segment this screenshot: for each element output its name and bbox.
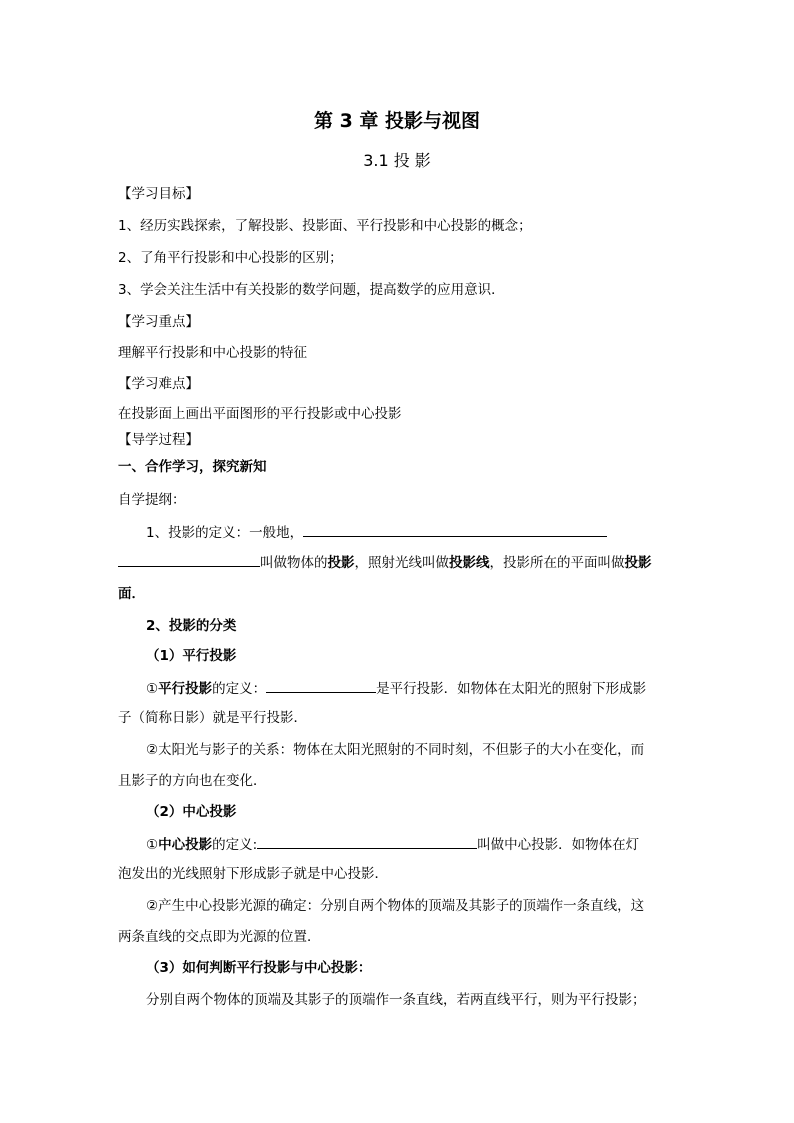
central-def-after: 叫做中心投影．如物体在灯 (477, 837, 640, 853)
parallel-term: 平行投影 (158, 681, 213, 697)
chapter-title: 第 3 章 投影与视图 (313, 110, 481, 132)
learning-goal-1: 1、经历实践探索，了解投影、投影面、平行投影和中心投影的概念； (118, 218, 532, 234)
judge-text: 分别自两个物体的顶端及其影子的顶端作一条直线，若两直线平行，则为平行投影； (146, 992, 646, 1008)
difficult-points-heading: 【学习难点】 (118, 376, 199, 392)
definition-line-2 (118, 552, 652, 573)
definition-blank-2[interactable] (118, 552, 260, 567)
judge-heading: （3）如何判断平行投影与中心投影： (146, 960, 372, 976)
parallel-circle-1: ① (146, 681, 159, 697)
definition-line-1 (146, 522, 607, 543)
definition-text-e: ，投影所在的平面叫做 (489, 555, 625, 571)
parallel-blank[interactable] (266, 678, 376, 693)
definition-term-projection: 投影 (327, 555, 355, 571)
learning-goal-3: 3、学会关注生活中有关投影的数学问题，提高数学的应用意识． (118, 282, 505, 298)
difficult-points-text: 在投影面上画出平面图形的平行投影或中心投影 (118, 406, 402, 422)
central-def-mid: 的定义: (212, 837, 258, 853)
part1-heading: 一、合作学习，探究新知 (118, 459, 267, 475)
sunlight-relation-line-2: 且影子的方向也在变化． (118, 773, 267, 789)
definition-text-a: 叫做物体的 (260, 555, 328, 571)
key-points-text: 理解平行投影和中心投影的特征 (118, 345, 307, 361)
parallel-def-mid: 的定义： (212, 681, 267, 697)
central-definition-line-1 (146, 834, 639, 855)
light-source-line-2: 两条直线的交点即为光源的位置． (118, 929, 321, 945)
definition-text-c: ，照射光线叫做 (354, 555, 449, 571)
sunlight-relation-line-1: ②太阳光与影子的关系：物体在太阳光照射的不同时刻，不但影子的大小在变化，而 (146, 742, 645, 758)
classification-heading: 2、投影的分类 (146, 618, 237, 634)
definition-term-projection-line: 投影线 (449, 555, 490, 571)
central-heading: （2）中心投影 (146, 804, 237, 820)
parallel-definition-line-2: 子（简称日影）就是平行投影． (118, 710, 307, 726)
key-points-heading: 【学习重点】 (118, 314, 199, 330)
section-title: 3.1 投 影 (363, 151, 431, 170)
definition-prefix: 1、投影的定义：一般地， (146, 525, 304, 541)
parallel-heading: （1）平行投影 (146, 648, 237, 664)
learning-goal-2: 2、了角平行投影和中心投影的区别； (118, 250, 343, 266)
definition-line-3: 面． (118, 586, 145, 602)
parallel-def-after: 是平行投影．如物体在太阳光的照射下形成影 (376, 681, 647, 697)
process-heading: 【导学过程】 (118, 432, 199, 448)
central-term: 中心投影 (158, 837, 213, 853)
learning-goals-heading: 【学习目标】 (118, 186, 199, 202)
parallel-definition-line-1 (146, 678, 646, 699)
central-blank[interactable] (257, 834, 477, 849)
definition-blank-1[interactable] (303, 522, 607, 537)
central-circle-1: ① (146, 837, 159, 853)
definition-term-projection-plane: 投影 (624, 555, 652, 571)
light-source-line-1: ②产生中心投影光源的确定：分别自两个物体的顶端及其影子的顶端作一条直线，这 (146, 898, 645, 914)
outline-label: 自学提纲： (118, 492, 186, 508)
central-definition-line-2: 泡发出的光线照射下形成影子就是中心投影． (118, 866, 388, 882)
